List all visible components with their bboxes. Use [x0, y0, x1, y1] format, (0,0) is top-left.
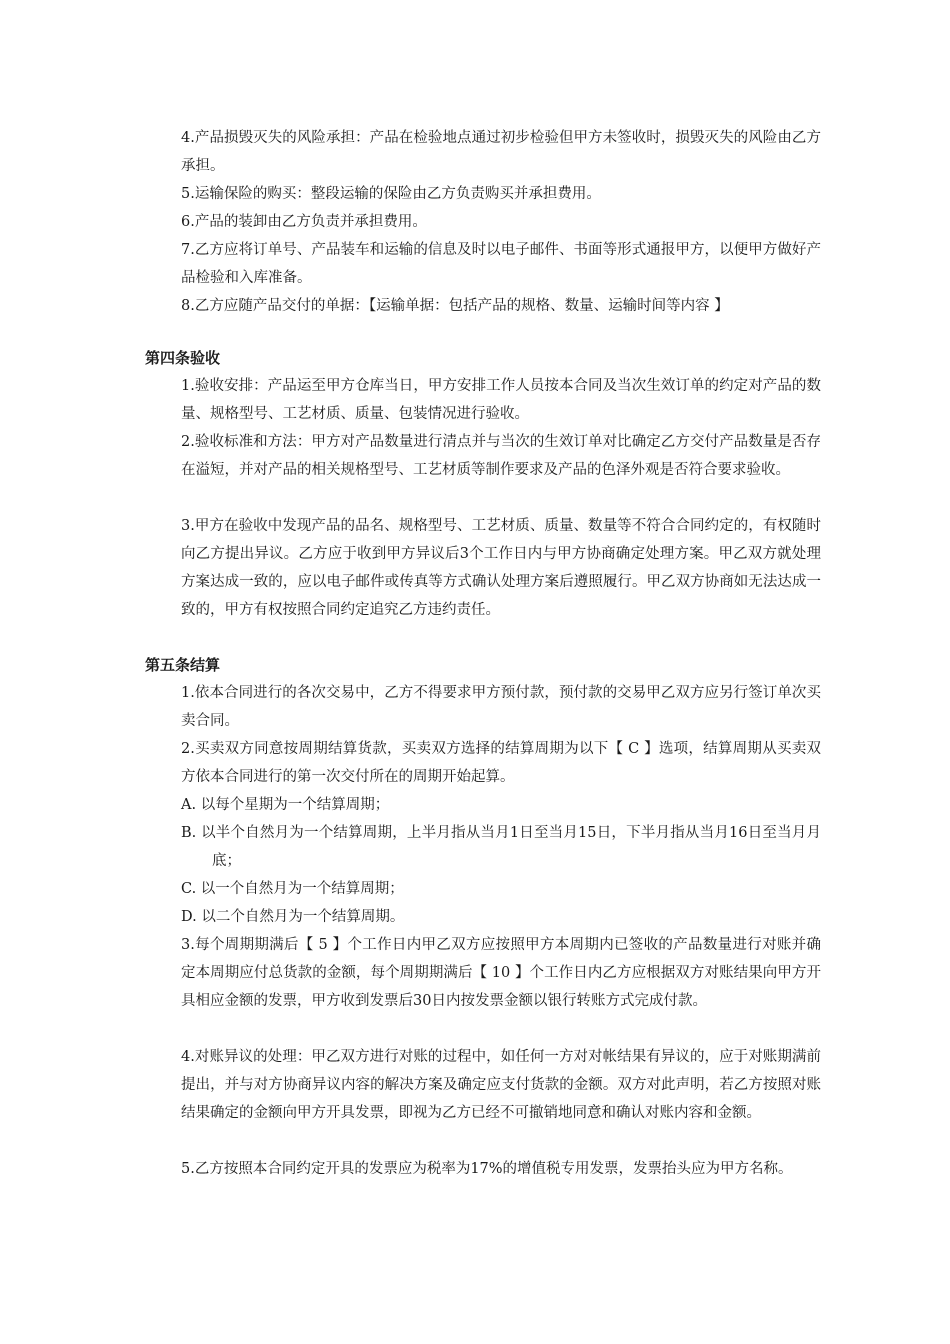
clause-item: 2.买卖双方同意按周期结算货款，买卖双方选择的结算周期为以下【 C 】选项，结算周期从买卖双方依本合同进行的第一次交付所在的周期开始起算。	[181, 741, 821, 785]
section-heading: 第五条结算	[145, 657, 221, 674]
section-heading: 第四条验收	[145, 350, 221, 367]
option-item: C. 以一个自然月为一个结算周期；	[181, 881, 404, 897]
option-item: B. 以半个自然月为一个结算周期，上半月指从当月1日至当月15日，下半月指从当月16日至当月月底；	[181, 825, 821, 869]
clause-item: 4.产品损毁灭失的风险承担：产品在检验地点通过初步检验但甲方未签收时，损毁灭失的风险由乙方承担。	[181, 130, 821, 174]
clause-item: 5.运输保险的购买：整段运输的保险由乙方负责购买并承担费用。	[181, 186, 601, 202]
clause-item: 3.每个周期期满后【 5 】个工作日内甲乙双方应按照甲方本周期内已签收的产品数量进行对账并确定本周期应付总货款的金额，每个周期期满后【 10 】个工作日内乙方应根据双方对账结果向甲方开具相应金额的发票，甲方收到发票后30日内按发票金额以银行转账方式完成付款。	[181, 937, 821, 1009]
clause-item: 2.验收标准和方法：甲方对产品数量进行清点并与当次的生效订单对比确定乙方交付产品数量是否存在溢短，并对产品的相关规格型号、工艺材质等制作要求及产品的色泽外观是否符合要求验收。	[181, 434, 821, 478]
clause-item: 1.依本合同进行的各次交易中，乙方不得要求甲方预付款，预付款的交易甲乙双方应另行签订单次买卖合同。	[181, 685, 821, 729]
clause-item: 5.乙方按照本合同约定开具的发票应为税率为17%的增值税专用发票，发票抬头应为甲方名称。	[181, 1161, 793, 1177]
option-item: A. 以每个星期为一个结算周期；	[181, 797, 390, 813]
clause-item: 4.对账异议的处理：甲乙双方进行对账的过程中，如任何一方对对帐结果有异议的，应于对账期满前提出，并与对方协商异议内容的解决方案及确定应支付货款的金额。双方对此声明，若乙方按照对账结果确定的金额向甲方开具发票，即视为乙方已经不可撤销地同意和确认对账内容和金额。	[181, 1049, 821, 1121]
clause-item: 8.乙方应随产品交付的单据：【运输单据：包括产品的规格、数量、运输时间等内容 】	[181, 298, 729, 314]
option-item: D. 以二个自然月为一个结算周期。	[181, 909, 405, 925]
clause-item: 3.甲方在验收中发现产品的品名、规格型号、工艺材质、质量、数量等不符合合同约定的，有权随时向乙方提出异议。乙方应于收到甲方异议后3个工作日内与甲方协商确定处理方案。甲乙双方就处理方案达成一致的，应以电子邮件或传真等方式确认处理方案后遵照履行。甲乙双方协商如无法达成一致的，甲方有权按照合同约定追究乙方违约责任。	[181, 518, 821, 618]
clause-item: 6.产品的装卸由乙方负责并承担费用。	[181, 214, 427, 230]
clause-item: 1.验收安排：产品运至甲方仓库当日，甲方安排工作人员按本合同及当次生效订单的约定对产品的数量、规格型号、工艺材质、质量、包装情况进行验收。	[181, 378, 821, 422]
clause-item: 7.乙方应将订单号、产品装车和运输的信息及时以电子邮件、书面等形式通报甲方，以便甲方做好产品检验和入库准备。	[181, 242, 821, 286]
